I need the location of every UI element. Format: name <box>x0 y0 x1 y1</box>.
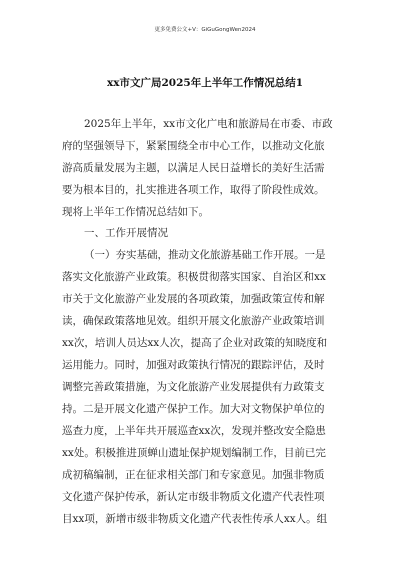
paragraph-line: （一）夯实基础，推动文化旅游基础工作开展。一是 <box>84 249 326 261</box>
paragraph-line: 落实文化旅游产业政策。积极贯彻落实国家、自治区和xx <box>62 271 326 283</box>
paragraph-line: 成初稿编制，正在征求相关部门和专家意见。加强非物质 <box>62 469 325 481</box>
paragraph-line: 现将上半年工作情况总结如下。 <box>62 206 209 218</box>
paragraph-line: 运用能力。同时，加强对政策执行情况的跟踪评估，及时 <box>62 359 325 371</box>
body-paragraph <box>62 244 350 530</box>
paragraph-line: xx次，培训人员达xx人次，提高了企业对政策的知晓度和 <box>62 337 328 349</box>
paragraph-line: 府的坚强领导下，紧紧围绕全市中心工作，以推动文化旅 <box>62 140 325 152</box>
paragraph-line: 要为根本目的，扎实推进各项工作，取得了阶段性成效。 <box>62 184 325 196</box>
intro-paragraph <box>62 113 350 223</box>
document-title: xx市文广局2025年上半年工作情况总结1 <box>106 77 304 89</box>
paragraph-line: 文化遗产保护传承，新认定市级非物质文化遗产代表性项 <box>62 491 325 503</box>
section-heading: 一、工作开展情况 <box>84 227 168 239</box>
paragraph-line: 目xx项，新增市级非物质文化遗产代表性传承人xx人。组 <box>62 513 328 525</box>
paragraph-line: 持。二是开展文化遗产保护工作。加大对文物保护单位的 <box>62 403 325 415</box>
paragraph-line: 巡查力度，上半年共开展巡查xx次，发现并整改安全隐患 <box>62 425 326 437</box>
paragraph-line: xx处。积极推进顶蝉山遗址保护规划编制工作，目前已完 <box>62 447 326 459</box>
paragraph-line: 游高质量发展为主题，以满足人民日益增长的美好生活需 <box>62 162 325 174</box>
paragraph-line: 读，确保政策落地见效。组织开展文化旅游产业政策培训 <box>62 315 325 327</box>
watermark-text: 更多免费公文+V：GiGuGongWen2024 <box>154 27 256 33</box>
section-heading-block <box>62 222 350 244</box>
paragraph-line: 2025年上半年，xx市文化广电和旅游局在市委、市政 <box>84 118 333 130</box>
paragraph-line: 市关于文化旅游产业发展的各项政策，加强政策宣传和解 <box>62 293 325 305</box>
paragraph-line: 调整完善政策措施，为文化旅游产业发展提供有力政策支 <box>62 381 325 393</box>
